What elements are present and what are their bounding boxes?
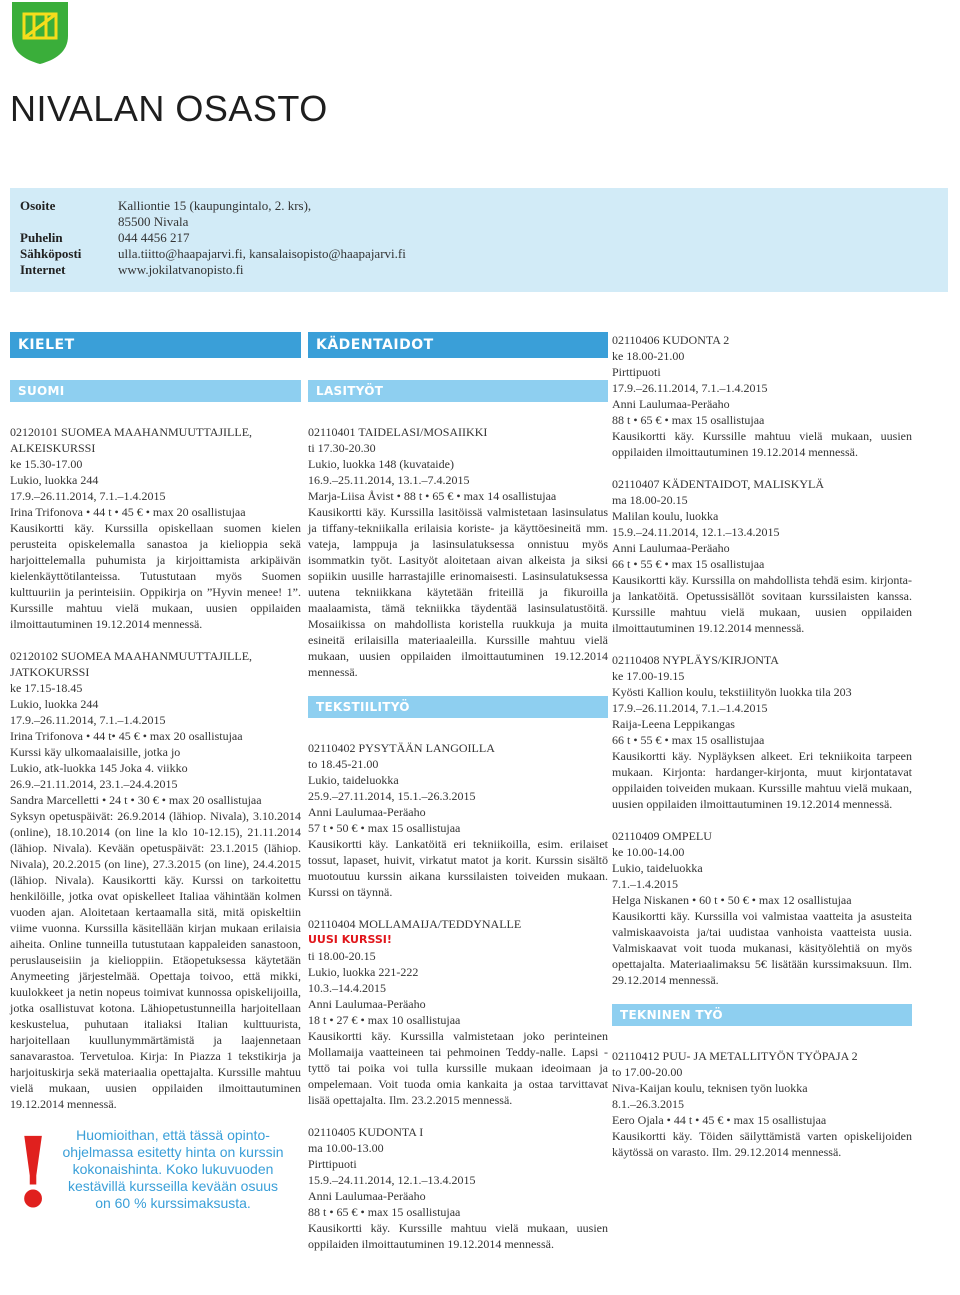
course-detail-line: Anni Laulumaa-Peräaho <box>308 1189 426 1203</box>
contact-value: Kalliontie 15 (kaupungintalo, 2. krs), <box>118 198 312 213</box>
section-heading-kadentaidot: KÄDENTAIDOT <box>308 332 608 358</box>
course-description: Kausikortti käy. Kurssille mahtuu vielä mukaan, uusien oppilaiden ilmoittautuminen 19.12.2014 mennessä. <box>308 1221 608 1251</box>
course-description: Syksyn opetuspäivät: 26.9.2014 (lähiop. Nivala), 3.10.2014 (online), 18.10.2014 (on line la klo 10-12.15), 21.11.2014 (lähiop. Nivala). Kevään opetuspäivät: 23.1.2015 (lähiop. Nivala), 20.2.2015 (on line), 27.3.2015 (on line), 24.4.2015 (lähiop. Nivala). Kausikortti käy. Kurssi on tarkoitettu henkilöille, jotka ovat opiskelleet Italiaa vähintään kolmen vuoden ajan. Aloitetaan kertaamalla sitä, mitä opiskeltiin viime vuonna. Kurssilla käsitellään kirjan mukaan erilaisia aiheita. Online tunneilla tutustutaan kappaleiden sanastoon, peruslauseisiin ja kielioppiin. Etäopetuksessa käytetään Anymeeting järjestelmää. Opettaja toivoo, että mikki, kuulokkeet ja netin nopeus toimivat kunnossa opiskelijoilla, jotka osallistuvat kotona. Lähiopetustunneilla harjoitellaan keskustelua, puhutaan italiaksi Italian kulttuurista, harjoitellaan kuullunymmärtämistä ja laajennetaan sanavarastoa. Tervetuloa. Kirja: In Piazza 1 tekstikirja ja harjoituskirja sekä materiaalia opettajalta. Kurssille mahtuu vielä mukaan, uusien oppilaiden ilmoittautuminen 19.12.2014 mennessä. <box>10 809 301 1111</box>
course-detail-line: Anni Laulumaa-Peräaho <box>308 805 426 819</box>
course-detail-line: 15.9.–24.11.2014, 12.1.–13.4.2015 <box>612 525 780 539</box>
course-detail-line: Lukio, taideluokka <box>612 861 703 875</box>
exclamation-icon: ! <box>12 1116 55 1229</box>
course-detail-line: 7.1.–1.4.2015 <box>612 877 678 891</box>
section-heading-kielet: KIELET <box>10 332 301 358</box>
course-detail-line: ke 10.00-14.00 <box>612 845 685 859</box>
course-detail-line: 02110401 TAIDELASI/MOSAIIKKI <box>308 425 488 439</box>
course-detail-line: Lukio, atk-luokka 145 Joka 4. viikko <box>10 761 188 775</box>
course-description: Kausikortti käy. Lankatöitä eri tekniikoilla, esim. erilaiset tossut, lapaset, huivit, virkatut matot ja korit. Kurssin sisältö muotoutuu kurssin aikana kurssilaisten toiveiden mukaan. Kurssi on täynnä. <box>308 837 608 899</box>
course-detail-line: Irina Trifonova • 44 t • 45 € • max 20 osallistujaa <box>10 505 246 519</box>
contact-label: Internet <box>20 262 66 277</box>
course-detail-line: 17.9.–26.11.2014, 7.1.–1.4.2015 <box>612 381 768 395</box>
course-detail-line: Kurssi käy ulkomaalaisille, jotka jo <box>10 745 181 759</box>
course-detail-line: 88 t • 65 € • max 15 osallistujaa <box>308 1205 461 1219</box>
course-entry <box>612 828 912 988</box>
course-detail-line: Kyösti Kallion koulu, tekstiilityön luokka tila 203 <box>612 685 852 699</box>
column-handicrafts <box>308 332 608 1268</box>
course-detail-line: 02110408 NYPLÄYS/KIRJONTA <box>612 653 779 667</box>
course-detail-line: Sandra Marcelletti • 24 t • 30 € • max 20 osallistujaa <box>10 793 262 807</box>
course-entry <box>612 652 912 812</box>
subsection-heading-suomi: SUOMI <box>10 380 301 402</box>
course-entry <box>10 648 301 1112</box>
course-description: Kausikortti käy. Kurssilla on mahdollista tehdä esim. kirjonta- ja lankatöitä. Opetussisällöt sovitaan kurssilaisten kanssa. Kurssille mahtuu vielä mukaan, uusien oppilaiden ilmoittautuminen 19.12.2014 mennessä. <box>612 573 912 635</box>
price-notice <box>10 1116 300 1229</box>
course-detail-line: 17.9.–26.11.2014, 7.1.–1.4.2015 <box>612 701 768 715</box>
course-detail-line: ke 17.15-18.45 <box>10 681 83 695</box>
contact-website-link[interactable]: www.jokilatvanopisto.fi <box>118 262 244 277</box>
course-description: Kausikortti käy. Kurssilla valmistetaan joko perinteinen Mollamaija vaatteineen tai pehmoinen Teddy-nalle. Lapsi - tyttö tai poika voi tulla kurssille mukaan ideoimaan ja ompelemaan. Voit tuoda omia kankaita ja ostaa tarvittavat lisää opettajalta. Ilm. 23.2.2015 mennessä. <box>308 1029 608 1107</box>
course-description: Kausikortti käy. Kurssilla voi valmistaa vaatteita ja asusteita valmiskaavoista ja/tai uudistaa vanhoista vaatteista uusia. Valmiskaavat voit tuoda mukanasi, käsityölehtiä on myös opettajalta. Materiaalimaksu 5€ lisätään kurssimaksuun. Ilm. 29.12.2014 mennessä. <box>612 909 912 987</box>
column-languages <box>10 332 301 1128</box>
new-course-badge: UUSI KURSSI! <box>308 933 392 946</box>
course-detail-line: 8.1.–26.3.2015 <box>612 1097 684 1111</box>
course-detail-line: Anni Laulumaa-Peräaho <box>612 397 730 411</box>
course-detail-line: 66 t • 55 € • max 15 osallistujaa <box>612 557 765 571</box>
contact-label: Osoite <box>20 198 56 213</box>
course-detail-line: 02110405 KUDONTA I <box>308 1125 424 1139</box>
course-detail-line: 02110412 PUU- JA METALLITYÖN TYÖPAJA 2 <box>612 1049 858 1063</box>
municipal-coat-of-arms-logo <box>10 0 70 66</box>
course-detail-line: Anni Laulumaa-Peräaho <box>308 997 426 1011</box>
course-detail-line: Irina Trifonova • 44 t• 45 € • max 20 osallistujaa <box>10 729 243 743</box>
course-detail-line: 02110404 MOLLAMAIJA/TEDDYNALLE <box>308 917 522 931</box>
contact-value: 85500 Nivala <box>118 214 189 229</box>
course-detail-line: 02110407 KÄDENTAIDOT, MALISKYLÄ <box>612 477 825 491</box>
course-detail-line: ma 18.00-20.15 <box>612 493 688 507</box>
course-detail-line: ke 18.00-21.00 <box>612 349 685 363</box>
course-detail-line: 17.9.–26.11.2014, 7.1.–1.4.2015 <box>10 713 166 727</box>
course-detail-line: 10.3.–14.4.2015 <box>308 981 386 995</box>
course-list <box>612 332 912 988</box>
course-description: Kausikortti käy. Kurssilla lasitöissä valmistetaan lasinsulatus ja tiffany-tekniikalla erilaisia koriste- ja käyttöesineitä mm. vateja, lamppuja ja lasinsulatuksessa onnistuu myös isommatkin työt. Lasityöt aloitetaan aivan alkeista ja siksi sopiikin uusille harrastajille erinomaisesti. Lasinsulatuksessa uutena tekniikkana käytetään friteillä ja fikuroilla maalaamista, tämä tekniikka täydentää lasinsulatustöitä. Mosaiikissa on mahdollista koristella ruukkuja ja muita esineitä erilaisilla materiaaleilla. Kurssille mahtuu vielä mukaan, uusien oppilaiden ilmoittautuminen 19.12.2014 mennessä. <box>308 505 608 679</box>
notice-text: Huomioithan, että tässä opinto-ohjelmassa esitetty hinta on kurssin kokonaishinta. Koko lukuvuoden kestävillä kursseilla kevään osuus on 60 % kurssimaksusta. <box>62 1127 284 1211</box>
course-detail-line: 88 t • 65 € • max 15 osallistujaa <box>612 413 765 427</box>
contact-value: 044 4456 217 <box>118 230 190 245</box>
course-list <box>308 424 608 680</box>
course-detail-line: to 17.00-20.00 <box>612 1065 683 1079</box>
course-detail-line: 17.9.–26.11.2014, 7.1.–1.4.2015 <box>10 489 166 503</box>
course-detail-line: Raija-Leena Leppikangas <box>612 717 735 731</box>
contact-label: Puhelin <box>20 230 63 245</box>
course-detail-line: 02120102 SUOMEA MAAHANMUUTTAJILLE, <box>10 649 253 663</box>
course-description: Kausikortti käy. Kurssilla opiskellaan suomen kielen perusteita opiskelemalla sanastoa ja kielioppia sekä harjoittelemalla puhumista ja kirjoittamista arkipäivän kielenkäyttötilanteissa. Tutustutaan myös Suomen kulttuuriin ja perinteisiin. Oppikirja on ”Hyvin menee! 1”. Kurssille mahtuu vielä mukaan, uusien oppilaiden ilmoittautuminen 19.12.2014 mennessä. <box>10 521 301 631</box>
course-detail-line: 02120101 SUOMEA MAAHANMUUTTAJILLE, <box>10 425 253 439</box>
contact-email-link[interactable]: ulla.tiitto@haapajarvi.fi, kansalaisopisto@haapajarvi.fi <box>118 246 406 261</box>
column-handicrafts-continued <box>612 332 912 1176</box>
contact-label: Sähköposti <box>20 246 82 261</box>
course-detail-line: 26.9.–21.11.2014, 23.1.–24.4.2015 <box>10 777 178 791</box>
course-list <box>612 1048 912 1160</box>
course-detail-line: Lukio, luokka 221-222 <box>308 965 419 979</box>
course-detail-line: 02110402 PYSYTÄÄN LANGOILLA <box>308 741 495 755</box>
course-detail-line: ALKEISKURSSI <box>10 441 96 455</box>
course-description: Kausikortti käy. Kurssille mahtuu vielä mukaan, uusien oppilaiden ilmoittautuminen 19.12.2014 mennessä. <box>612 429 912 459</box>
course-detail-line: Lukio, luokka 244 <box>10 473 99 487</box>
course-detail-line: 18 t • 27 € • max 10 osallistujaa <box>308 1013 461 1027</box>
course-detail-line: Eero Ojala • 44 t • 45 € • max 15 osallistujaa <box>612 1113 827 1127</box>
course-description: Kausikortti käy. Nypläyksen alkeet. Eri tekniikoita tarpeen mukaan. Kirjonta: hardanger-kirjonta, muut kirjontatavat oppilaiden toiveiden mukaan. Kurssille mahtuu vielä mukaan, uusien oppilaiden ilmoittautuminen 19.12.2014 mennessä. <box>612 749 912 811</box>
course-detail-line: ke 17.00-19.15 <box>612 669 685 683</box>
course-entry <box>10 424 301 632</box>
course-detail-line: 25.9.–27.11.2014, 15.1.–26.3.2015 <box>308 789 476 803</box>
course-detail-line: ke 15.30-17.00 <box>10 457 83 471</box>
course-entry <box>308 1124 608 1252</box>
course-list <box>308 740 608 1252</box>
course-entry <box>612 476 912 636</box>
subsection-heading-tekstiilityo: TEKSTIILITYÖ <box>308 696 608 718</box>
course-detail-line: Lukio, luokka 148 (kuvataide) <box>308 457 454 471</box>
course-detail-line: Helga Niskanen • 60 t • 50 € • max 12 osallistujaa <box>612 893 852 907</box>
course-detail-line: ti 18.00-20.15 <box>308 949 376 963</box>
course-detail-line: 02110406 KUDONTA 2 <box>612 333 730 347</box>
course-detail-line: 02110409 OMPELU <box>612 829 712 843</box>
course-detail-line: Lukio, taideluokka <box>308 773 399 787</box>
subsection-heading-lasityot: LASITYÖT <box>308 380 608 402</box>
course-detail-line: 66 t • 55 € • max 15 osallistujaa <box>612 733 765 747</box>
subsection-heading-tekninen-tyo: TEKNINEN TYÖ <box>612 1004 912 1026</box>
page-title: NIVALAN OSASTO <box>10 88 328 129</box>
course-detail-line: 57 t • 50 € • max 15 osallistujaa <box>308 821 461 835</box>
course-detail-line: ma 10.00-13.00 <box>308 1141 384 1155</box>
course-detail-line: Pirttipuoti <box>612 365 661 379</box>
course-list <box>10 424 301 1112</box>
contact-info-box <box>10 188 948 292</box>
course-entry <box>612 332 912 460</box>
course-description: Kausikortti käy. Töiden säilyttämistä varten opiskelijoiden käytössä on varasto. Ilm. 29.12.2014 mennessä. <box>612 1129 912 1159</box>
course-detail-line: 16.9.–25.11.2014, 13.1.–7.4.2015 <box>308 473 470 487</box>
course-entry <box>308 916 608 1108</box>
course-detail-line: Pirttipuoti <box>308 1157 357 1171</box>
course-detail-line: ti 17.30-20.30 <box>308 441 376 455</box>
course-detail-line: Malilan koulu, luokka <box>612 509 719 523</box>
course-entry <box>308 424 608 680</box>
course-detail-line: Niva-Kaijan koulu, teknisen työn luokka <box>612 1081 808 1095</box>
course-entry <box>612 1048 912 1160</box>
course-detail-line: to 18.45-21.00 <box>308 757 379 771</box>
course-detail-line: Lukio, luokka 244 <box>10 697 99 711</box>
course-detail-line: Marja-Liisa Åvist • 88 t • 65 € • max 14 osallistujaa <box>308 489 557 503</box>
course-detail-line: JATKOKURSSI <box>10 665 90 679</box>
course-entry <box>308 740 608 900</box>
course-detail-line: Anni Laulumaa-Peräaho <box>612 541 730 555</box>
course-detail-line: 15.9.–24.11.2014, 12.1.–13.4.2015 <box>308 1173 476 1187</box>
